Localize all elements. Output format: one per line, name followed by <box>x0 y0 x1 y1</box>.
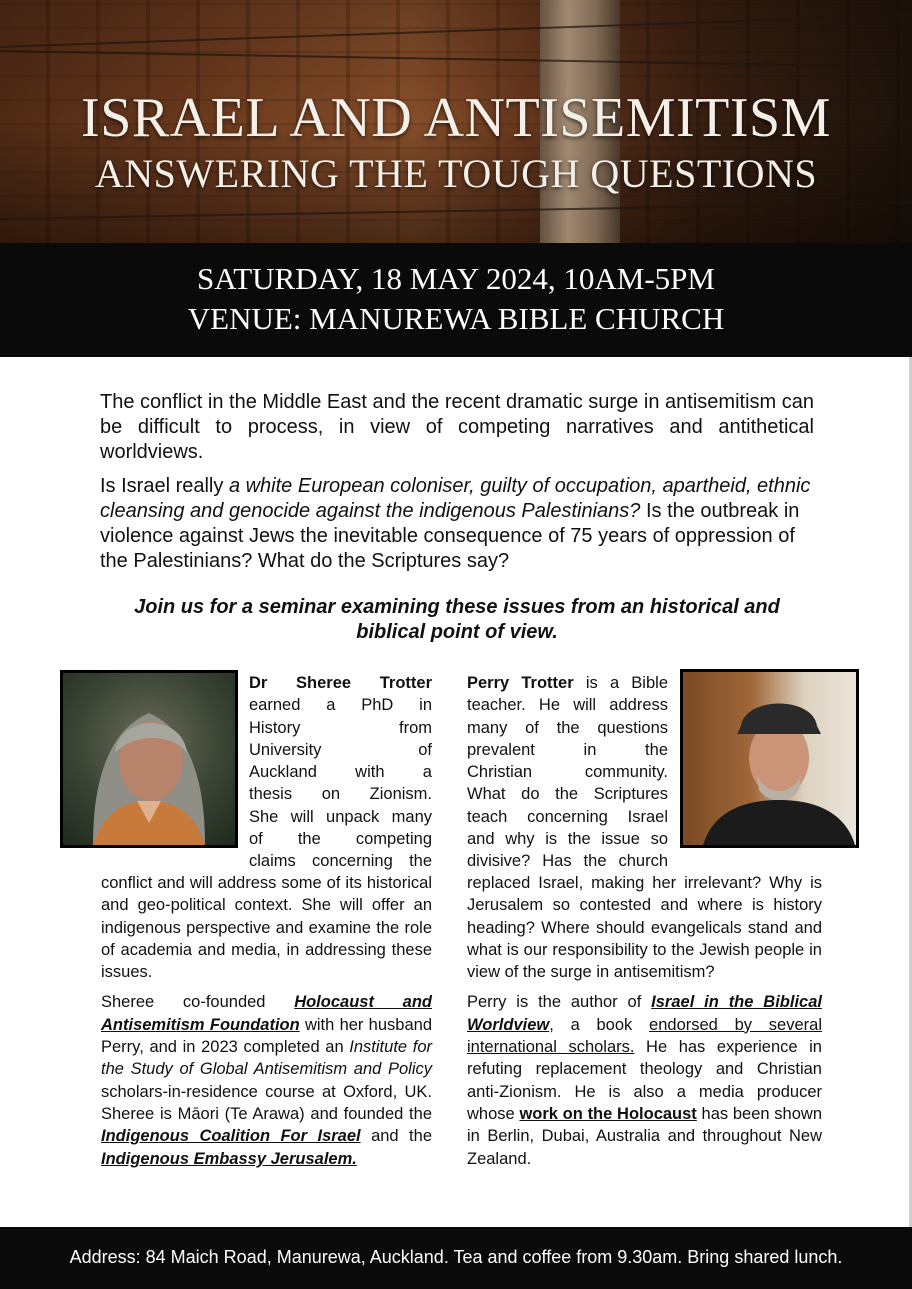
bio-text: and the <box>360 1127 432 1146</box>
speaker1-name: Dr Sheree Trotter <box>249 674 432 692</box>
bio-text: He has experience in refuting replacement theology and Christian anti-Zionism. He is also a media producer whose <box>467 1038 822 1123</box>
barbed-wire <box>0 14 912 48</box>
speaker2-line: divisive? Has the church <box>467 852 668 871</box>
speaker1-bio <box>101 872 432 1170</box>
endorsements-link[interactable]: endorsed by several international scholars. <box>467 1015 822 1057</box>
speaker1-bio-rest: conflict and will address some of its historical and geo-political context. She will offer an indigenous perspective and examine the role of academia and media, in addressing these issues. <box>101 874 432 982</box>
bio-text: has been shown in Berlin, Dubai, Australia and throughout New Zealand. <box>467 1104 823 1168</box>
holocaust-work-link[interactable]: work on the Holocaust <box>519 1104 697 1123</box>
speaker2-line: teacher. He will address <box>467 696 668 715</box>
speaker2-bio-p2 <box>467 991 822 1169</box>
speaker2-line: prevalent in the <box>467 740 668 759</box>
speaker2-name: Perry Trotter <box>467 674 574 692</box>
cta-line-2: biblical point of view. <box>356 621 558 643</box>
intro-paragraph-1: The conflict in the Middle East and the recent dramatic surge in antisemitism can be difficult to process, in view of competing narratives and antithetical worldviews. <box>100 391 814 463</box>
speaker1-line: of the competing <box>249 830 432 849</box>
title-line-2: ANSWERING THE TOUGH QUESTIONS <box>94 151 818 196</box>
bio-text: , a book <box>549 1015 650 1034</box>
speaker2-line: and why is the issue so <box>467 830 668 849</box>
speaker1-line: earned a PhD in <box>249 696 432 715</box>
speaker2-line: Christian community. <box>467 763 668 782</box>
speaker1-line: University of <box>249 740 432 759</box>
bio-text: Perry is the author of <box>467 993 652 1012</box>
bio-text: with her husband Perry, and in 2023 completed an <box>101 1015 432 1057</box>
speaker1-bio-p2 <box>101 991 432 1169</box>
perry-trotter-photo <box>680 669 859 848</box>
barbed-wire <box>0 50 912 68</box>
event-info-band <box>0 243 912 357</box>
hero-banner <box>0 0 912 243</box>
sheree-trotter-photo <box>60 670 238 848</box>
barbed-wire <box>0 202 912 220</box>
speaker2-bio-rest: replaced Israel, making her irrelevant? Why is Jerusalem so contested and where is history heading? Where should evangelicals stand and what is our responsibility to the Jewish people in view of the surge in antisemitism? <box>467 874 822 982</box>
speaker1-line: History from <box>249 718 432 737</box>
footer-address: Address: 84 Maich Road, Manurewa, Auckland. Tea and coffee from 9.30am. Bring shared lunch. <box>69 1247 843 1267</box>
speaker2-beside-text <box>467 672 668 873</box>
indigenous-coalition-link[interactable]: Indigenous Coalition For Israel <box>101 1127 361 1146</box>
event-date: SATURDAY, 18 MAY 2024, 10AM-5PM <box>197 261 715 296</box>
speaker1-line: claims concerning the <box>249 852 432 871</box>
title-line-1: ISRAEL AND ANTISEMITISM <box>81 87 831 149</box>
intro-italic-question: a white European coloniser, guilty of occupation, apartheid, ethnic cleansing and genocide against the indigenous Palestinians? <box>100 475 811 522</box>
sheree-portrait-illustration <box>63 673 235 845</box>
speaker1-line: thesis on Zionism. <box>249 785 432 804</box>
intro-text: Is the outbreak in violence against Jews the inevitable consequence of 75 years of oppression of the Palestinians? What do the Scriptures say? <box>100 500 800 572</box>
cta-line-1: Join us for a seminar examining these issues from an historical and <box>134 596 780 618</box>
book-link[interactable]: Israel in the Biblical Worldview <box>467 993 822 1034</box>
speaker2-bio <box>467 872 822 1170</box>
speaker1-line: She will unpack many <box>249 807 432 826</box>
holocaust-foundation-link[interactable]: Holocaust and Antisemitism Foundation <box>101 993 432 1034</box>
call-to-action <box>110 595 804 645</box>
perry-portrait-illustration <box>683 672 856 845</box>
intro-paragraph-2 <box>100 474 814 574</box>
intro-text: Is Israel really <box>100 475 229 497</box>
speaker2-line: is a Bible <box>573 674 668 692</box>
institute-name: Institute for the Study of Global Antisemitism and Policy <box>101 1038 432 1079</box>
speaker2-line: teach concerning Israel <box>467 807 668 826</box>
indigenous-embassy-link[interactable]: Indigenous Embassy Jerusalem. <box>101 1149 357 1168</box>
bio-text: scholars-in-residence course at Oxford, UK. Sheree is Māori (Te Arawa) and founded the <box>101 1082 432 1123</box>
event-venue: VENUE: MANUREWA BIBLE CHURCH <box>187 301 725 336</box>
speaker1-beside-text <box>249 672 432 873</box>
footer-band <box>0 1227 912 1289</box>
speaker1-line: Auckland with a <box>249 763 432 782</box>
speaker2-line: many of the questions <box>467 718 668 737</box>
bio-text: Sheree co-founded <box>101 993 295 1012</box>
speaker2-line: What do the Scriptures <box>467 785 668 804</box>
